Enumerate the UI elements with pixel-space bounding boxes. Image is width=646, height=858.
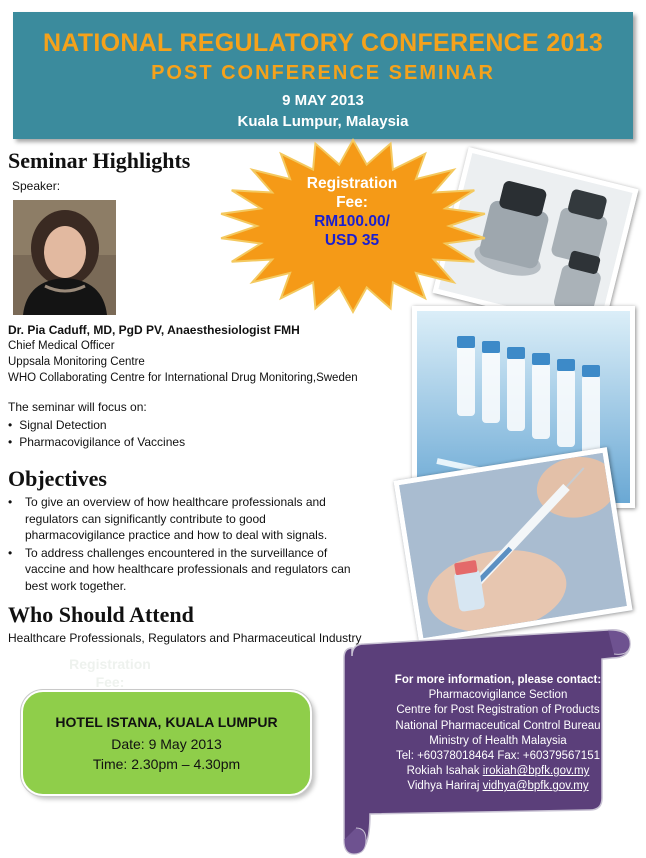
focus-intro: The seminar will focus on: <box>8 400 147 414</box>
venue-date: Date: 9 May 2013 <box>111 736 222 752</box>
focus-list <box>8 417 185 451</box>
speaker-organization-detail: WHO Collaborating Centre for International Drug Monitoring,Sweden <box>8 372 358 384</box>
seminar-subtitle: POST CONFERENCE SEMINAR <box>151 62 495 84</box>
fee-label-line1: Registration <box>306 175 398 192</box>
venue-box <box>21 690 312 796</box>
fee-amount-line1: RM100.00/ <box>314 213 390 230</box>
syringe-hand-photo <box>393 447 632 644</box>
speaker-name: Dr. Pia Caduff, MD, PgD PV, Anaesthesiologist FMH <box>8 323 300 337</box>
registration-fee <box>268 174 436 250</box>
speaker-organization: Uppsala Monitoring Centre <box>8 356 145 368</box>
seminar-highlights-heading: Seminar Highlights <box>8 148 191 173</box>
header-banner <box>13 12 633 139</box>
contact-person-2-name: Vidhya Hariraj <box>407 780 480 793</box>
contact-person-2-email-link[interactable]: vidhya@bpfk.gov.my <box>482 780 589 793</box>
objective-item: • To give an overview of how healthcare professionals and regulators can significantly contribute to good pharmacovigilance practice and how to deal with signals. <box>8 494 368 544</box>
contact-person-2 <box>372 779 624 794</box>
objectives-list <box>8 494 368 595</box>
event-date: 9 MAY 2013 <box>282 92 364 109</box>
focus-item: • Pharmacovigilance of Vaccines <box>8 434 185 451</box>
fee-amount-line2: USD 35 <box>324 232 380 249</box>
contact-info <box>372 673 624 795</box>
objectives-heading: Objectives <box>8 466 107 491</box>
speaker-label: Speaker: <box>12 179 61 193</box>
faded-text-line2: Fee: <box>95 674 125 690</box>
objective-item: • To address challenges encountered in the surveillance of vaccine and how healthcare professionals and regulators can best work together. <box>8 545 368 595</box>
attendees-text: Healthcare Professionals, Regulators and Pharmaceutical Industry <box>8 631 362 645</box>
contact-person-1 <box>372 764 624 779</box>
faded-text-line1: Registration <box>69 656 151 672</box>
speaker-photo <box>13 200 116 315</box>
event-location: Kuala Lumpur, Malaysia <box>237 113 409 130</box>
fee-label-line2: Fee: <box>336 194 368 211</box>
contact-heading: For more information, please contact: <box>394 674 602 686</box>
focus-item: • Signal Detection <box>8 417 185 434</box>
contact-bureau: National Pharmaceutical Control Bureau <box>395 719 601 732</box>
contact-ministry: Ministry of Health Malaysia <box>429 734 567 747</box>
speaker-role: Chief Medical Officer <box>8 340 115 352</box>
contact-person-1-name: Rokiah Isahak <box>406 765 480 778</box>
faded-registration-fee-text <box>50 655 170 691</box>
venue-name: HOTEL ISTANA, KUALA LUMPUR <box>55 714 278 730</box>
venue-time: Time: 2.30pm – 4.30pm <box>92 756 241 772</box>
contact-phone-fax: Tel: +60378018464 Fax: +60379567151 <box>396 750 600 763</box>
conference-title: NATIONAL REGULATORY CONFERENCE 2013 <box>42 29 604 57</box>
contact-centre: Centre for Post Registration of Products <box>396 704 600 717</box>
who-should-attend-heading: Who Should Attend <box>8 602 194 627</box>
contact-section: Pharmacovigilance Section <box>428 689 568 702</box>
contact-person-1-email-link[interactable]: irokiah@bpfk.gov.my <box>482 765 590 778</box>
speaker-info <box>8 322 358 386</box>
